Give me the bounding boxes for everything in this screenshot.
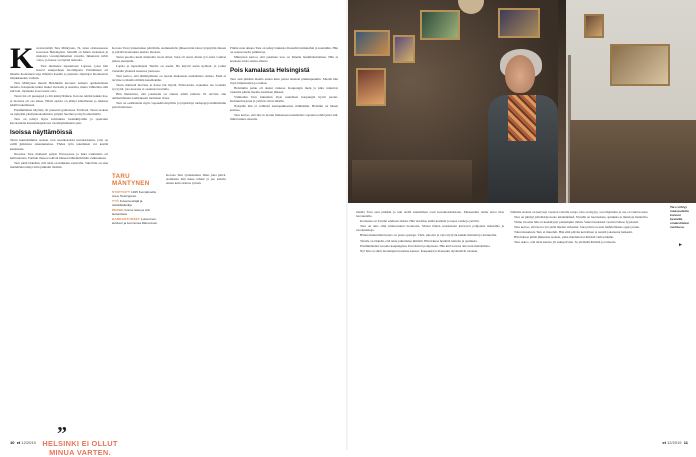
left-column-2b xyxy=(166,173,226,186)
painting xyxy=(498,8,540,38)
photo-caption: Taru viihtyy maaseudulla kunnon keskellä, omakotitalon rauhassa. xyxy=(670,205,690,229)
paragraph: Taru on aina ollut kiinnostunut luonnosta. Monet hänen teoksistaan kuvaavat pohjoisen maisemia ja vuodenaikoja. xyxy=(356,224,504,233)
paragraph: maalla Taru asui pitkään ja teki siellä suurimman osan kuvakudoksistaan. Maaseudun rauha antoi tilaa luovuudelle. xyxy=(356,210,504,219)
paragraph: Ensimmäisinä vuosina kaupungissa Taru ikävöi pohjoiseen. Hän kävi kotona aina kun mahdollista. xyxy=(360,243,491,248)
paragraph: Taru asui pitkään maalla ennen kuin palasi takaisin pääkaupunkiin. Maalla hän löysi hiljaisuuden ja rauhan. xyxy=(230,76,338,85)
folio-left: 10 et 12/2019 xyxy=(10,440,36,445)
painting xyxy=(354,30,390,56)
paragraph: Lapsia ja lapsenlapsia Tarulla on useita. He käyvät usein kylässä, ja joulut vietetään yhdessä suuressa joukossa. xyxy=(112,64,226,73)
left-column-3 xyxy=(230,46,338,123)
paragraph: Hänen mielestään luonto on paras opettaja. Värit, muodot ja valo löytyvät kaikki metsästä ja tuntureilta. xyxy=(360,233,497,238)
fact-born: SYNTYNYT 1945 Kemijärvellä. Asuu Helsingissä. xyxy=(112,190,157,198)
left-column-1 xyxy=(10,42,108,170)
person-portrait xyxy=(488,55,558,203)
paragraph: Nuorena Taru matkusti paljon Euroopassa ja haki vaikutteita eri kulttuureista. Pariisin museot tekivät häneen lähtemättömän vaikutuksen. xyxy=(10,151,108,160)
paragraph: Taru uskoo, että taide kantaa yli sukupolvien. Se yhdistää ihmisiä ja tarinoita. xyxy=(514,240,617,245)
paragraph: Hän muistuttaa, että jokaisella on oikeus tehdä taidetta. Ei tarvitse olla ammattilainen nauttiakseen luomisen ilosta. xyxy=(112,92,226,101)
fact-hobbies: HARRASTUKSET Lukeminen, kulttuuri ja luonnossa liikkuminen. xyxy=(112,217,159,225)
fact-box xyxy=(112,173,162,226)
paragraph: Vähitellen Taru kuitenkin löysi uudelleen kaupungin hyvät puolet. Kulttuuritarjonta ja ystävät olivat lähellä. xyxy=(230,94,338,104)
paragraph: Tarun isä oli puuseppä ja äiti käsityöläinen. Kotona tehtiin kaikki itse, ja luovuus oli osa arkea. Niistä ajoista on jäänyt kiitollisuus ja rakkaus käsillä tekemiseen. xyxy=(10,94,108,107)
portrait-photo xyxy=(348,0,696,203)
fact-work: TYÖ Kuvanveistäjä ja tekstiilitaiteilija. xyxy=(112,199,143,207)
paragraph: Taru kertoo, että ikä on tuonut mukanaan uudenlaista vapautta tehdä juuri sitä, mikä tuntuu oikealta. xyxy=(230,113,338,122)
paragraph: Taru Mäntynen muutti Helsinkiin nuorena naisena opiskelemaan taidetta. Kaupunki tuntui aluksi vieraalta ja suurelta, mutta vähitellen siitä tuli koti. Opiskelu avasi uusia ovia. xyxy=(10,81,108,94)
paragraph: Taru on pitänyt päiväkirjaa koko aikuisikänsä. Sivuilla on luonnoksia, ajatuksia ja muistoja matkoilta. xyxy=(514,215,649,220)
paragraph: Tarun kuuluisimmat teokset ovat suurikokoisia kuvakudoksia, joita on esillä julkisissa rakennuksissa. Yhden työn tekeminen voi kestää kuukausia. xyxy=(10,138,108,151)
paragraph: Viime vuosina hän on keskittynyt pienempiin töihin. Suuret kudokset vaativat liikaa fyysisesti. xyxy=(514,220,639,225)
folio-right: et 12/2019 11 xyxy=(662,440,688,445)
right-page xyxy=(348,0,696,450)
section-heading: Pois kamalasta Helsingistä xyxy=(230,67,310,75)
paragraph: Taru kertoo, että ikääntyminen on tuonut mukanaan uudenlaista rauhaa. Enää ei tarvitse todistella mitään kenellekään. xyxy=(112,73,226,82)
paragraph: Taru kertoo, että luova työ pitää mielen virkeänä. Joka päivä on uusi mahdollisuus oppia jotain. xyxy=(514,225,640,230)
paragraph: Valmiita teoksia on kertynyt vuosien varrella satoja. Osa on myyty, osa lahjoitettu ja osa on vielä kotona. xyxy=(510,210,649,214)
painting xyxy=(393,35,415,63)
caption-arrow-icon: ► xyxy=(678,242,683,248)
painting xyxy=(584,14,604,38)
paragraph: Taru pitää tärkeänä, että taide on kaikkien saatavilla. Siksi hän on aina mielellään tehnyt töitä julkisiin tiloihin. xyxy=(10,160,108,169)
paragraph: Kotona Taru työskentelee päivittäin. Aamukahvin jälkeen hän istuu työpöydän ääreen ja piirtää luonnoksia uusista ideoista. xyxy=(112,46,226,55)
paragraph: Pitkän uran aikana Taru on tehnyt lukuisia tilaustöitä kirkkoihin ja kouluihin. Hän on saanut useita palkintoja. xyxy=(230,46,338,55)
paragraph: Taru muistelee lapsuuttaan Lapissa, jossa hän kasvoi suurperheen nuorimpana. Piirtäminen oli hänelle luontainen tapa ilmaista itseään jo pienenä. Opettajat huomasivat lahjakkuuden varhain. xyxy=(10,63,108,80)
quote-mark: ” xyxy=(57,423,67,445)
paragraph: Mäntynen kertoo, että jokainen teos on hänelle henkilökohtainen. Hän ei koskaan toista samaa aihetta. xyxy=(230,55,338,64)
paragraph: Helsinkiin paluu oli aluksi vaikeaa. Kaupungin melu ja kiire tuntuivat raskailta pitkän maalla asumisen jälkeen. xyxy=(230,85,338,94)
paragraph: Tarun puoliso kuoli muutama vuosi sitten. Suru oli suuri, mutta työ antoi voimaa jatkaa eteenpäin. xyxy=(112,55,226,64)
paragraph: Kotiseutu on Tarulle edelleen tärkeä. Hän vierailee siellä kesäisin ja tapaa vanhoja ystäviä. xyxy=(360,219,480,224)
right-column-1 xyxy=(356,210,504,254)
fact-family: PERHE Kolme lasta ja viisi lastenlasta. xyxy=(112,208,150,216)
paragraph: Ensimmäinen näyttely oli pienessä galleriassa Töölössä. Tarun teoksia on nykyään yksityiskokoelmissa ympäri Suomea ja myös ulkomailla. xyxy=(10,107,108,116)
right-column-2 xyxy=(510,210,664,245)
lead-paragraph: Kuvanveistäjä Taru Mäntynen, 74, istuu olohuoneessa kotonaan Helsingissä. Seinillä on hänen teoksiaan ja muistoja vuosikymmenten varrelta. Ikkunasta tulvii valoa, ja huone on täynnä tarinoita. xyxy=(10,42,108,75)
section-heading: Isoissa näyttämöissä xyxy=(10,128,73,136)
painting xyxy=(356,68,386,106)
pull-quote: HELSINKI EI OLLUT MINUA VARTEN. xyxy=(42,439,118,457)
paragraph: Kotona Taru työskentelee lähes joka päivä. Aamuisin hän lukee lehdet ja juo kahvin ennen kuin aloittaa työnsä. xyxy=(166,173,226,186)
paragraph: Tarun mielestä luovuus ei katoa iän myötä. Päinvastoin, kokemus tuo teoksiin syvyyttä, jota nuorena ei osannut tavoitella. xyxy=(112,82,226,91)
paragraph: Hän haluaa jättää jälkeensä teoksia, jotka ilahduttavat ihmisiä vielä pitkään. xyxy=(514,235,614,240)
paragraph: Tarulle on tärkeää, että taide puhuttelee ihmisiä. Hän haluaa herättää tunteita ja ajatuksia. xyxy=(360,238,478,243)
paragraph: Taru on osallistunut myös vapaaehtoistyöhön ja järjestänyt taidepajoja ikäihmisille palvelutaloissa. xyxy=(112,101,226,110)
painting xyxy=(610,44,670,86)
paragraph: Nykyään hän ei vaihtaisi asuinpaikkaansa mihinkään. Helsinki on hänen kotinsa. xyxy=(230,104,338,113)
paragraph: Tulevaisuudesta Taru ei murehdi. Hän elää päivän kerrallaan ja nauttii jokaisesta hetkestä. xyxy=(514,230,633,235)
paragraph: Nyt hän on sinut molempien kotiensa kanssa. Kaupunki ja maaseutu täydentävät toisiaan. xyxy=(360,248,479,253)
painting xyxy=(420,10,460,40)
dropcap: K xyxy=(10,42,34,75)
left-column-2 xyxy=(112,46,226,110)
fact-box-title: TARU MÄNTYNEN xyxy=(112,173,150,187)
paragraph: Taru on tehnyt myös kuvituksia lastenkirjoihin ja opettanut kuvataidetta kansalaisopistossa vuosikymmenten ajan. xyxy=(10,116,108,126)
